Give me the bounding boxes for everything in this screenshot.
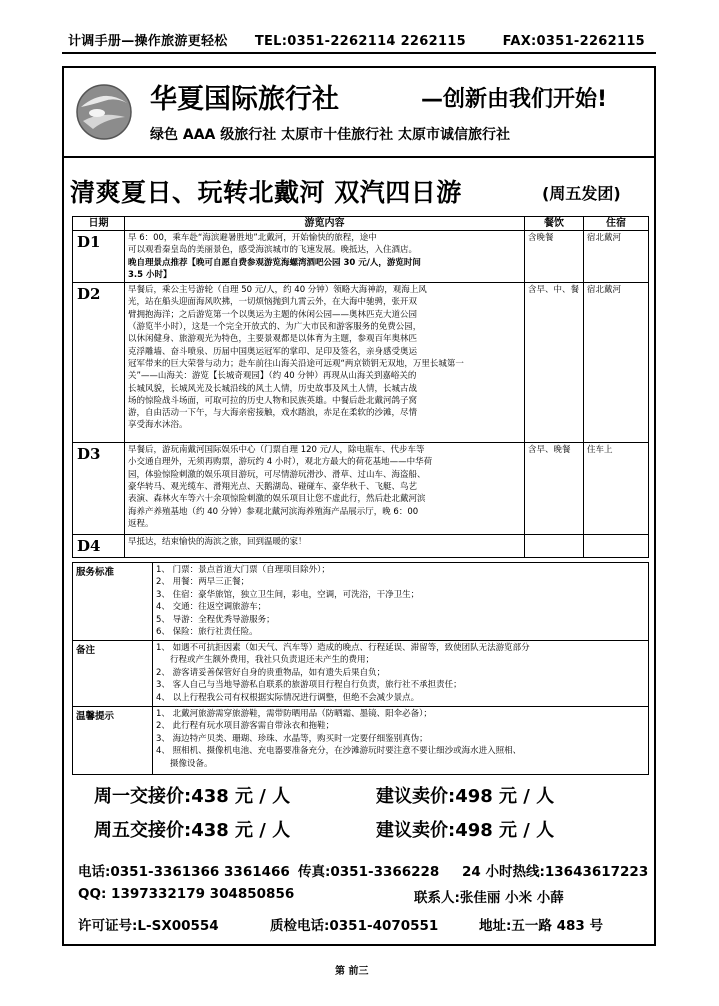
header-title: 计调手册—操作旅游更轻松: [68, 34, 228, 49]
service-row: [73, 563, 649, 641]
contact-people: 联系人:张佳丽 小米 小薛: [414, 890, 564, 906]
day-line: 场的惊险战斗场面，可取可拉的历史人物和民族英雄。中餐后赴北戴河鸽子窝: [128, 395, 418, 406]
license-number: 许可证号:L-SX00554: [78, 918, 219, 934]
price-label: 周五交接价:: [94, 820, 192, 841]
service-item: 6、 保险：旅行社责任险。: [156, 627, 258, 638]
service-item: 行程或产生额外费用，我社只负责退还未产生的费用；: [170, 655, 375, 666]
service-item: 2、 游客请妥善保管好自身的贵重物品，如有遗失后果自负；: [156, 667, 386, 678]
company-slogan: —创新由我们开始!: [421, 87, 608, 112]
day-meal: 含早、晚餐: [525, 443, 584, 535]
day-line: 小交通自理外，无须再购票，游玩约 4 小时），观北方最大的荷花基地——中华荷: [128, 457, 433, 468]
day-line: 表演、森林火车等六十余项惊险刺激的娱乐项目让您不虚此行，然后赴北戴河滨: [128, 494, 426, 505]
day-line: 臂拥抱海洋；之后游览第一个以奥运为主题的休闲公园——奥林匹克大道公园: [128, 309, 418, 320]
service-label: 温馨提示: [73, 707, 153, 775]
service-item: 4、 交通：往返空调旅游车；: [156, 602, 267, 613]
col-header-date: 日期: [73, 217, 125, 231]
table-row: [73, 231, 649, 283]
day-line: 以休闲健身、旅游观光为特色，主要景观都是以体育为主题，参观百年奥林匹: [128, 334, 418, 345]
day-line: 冠军带来的巨大荣誉与动力；赴车前往山海关沿途可远观“两京锁钥无双地，万里长城第一: [128, 358, 464, 369]
day-meal: 含晚餐: [525, 231, 584, 283]
day-line: 早餐后，游玩南戴河国际娱乐中心（门票自理 120 元/人，除电瓶车、代步车等: [128, 445, 425, 456]
day-line: 早 6：00，乘车赴“海滨避暑胜地”北戴河，开始愉快的旅程，途中: [128, 233, 377, 243]
day-meal: [525, 535, 584, 558]
day-label: D1: [73, 231, 125, 283]
day-stay: 住车上: [584, 443, 649, 535]
day-line: 关”——山海关：游览【长城奇观园】（约 40 分钟）再现从山海关到嘉峪关的: [128, 371, 417, 382]
day-line: 光，站在船头迎面海风吹拂，一切烦恼抛到九霄云外，在大海中驰骋，张开双: [128, 297, 418, 308]
service-item: 5、 导游：全程优秀导游服务；: [156, 614, 275, 625]
day-line: 早餐后，乘公主号游轮（自理 50 元/人，约 40 分钟）领略大海神韵，观海上风: [128, 285, 427, 296]
price-value: 438 元 / 人: [191, 820, 291, 841]
day-line: 海养产养殖基地（约 40 分钟）参观北戴河滨海养殖海产品展示厅，晚 6：00: [128, 506, 419, 517]
day-line: 返程。: [128, 518, 154, 529]
day-label: D4: [73, 535, 125, 558]
day-stay: 宿北戴河: [584, 231, 649, 283]
header-fax: FAX:0351-2262115: [502, 34, 646, 49]
day-label: D2: [73, 283, 125, 443]
itinerary-table: [72, 216, 649, 558]
quality-phone: 质检电话:0351-4070551: [270, 918, 439, 934]
col-header-stay: 住宿: [584, 217, 649, 231]
suggest-label: 建议卖价:: [376, 786, 456, 807]
suggested-price-friday: [376, 816, 554, 842]
suggested-price-monday: [376, 782, 554, 808]
day-line-highlight: 3.5 小时】: [128, 269, 172, 280]
suggest-value: 498 元 / 人: [455, 820, 555, 841]
contact-tel: 电话:0351-3361366 3361466: [78, 864, 290, 880]
col-header-content: 游览内容: [125, 217, 525, 231]
service-table: [72, 562, 649, 775]
service-row: [73, 707, 649, 775]
service-row: [73, 641, 649, 707]
day-stay: 宿北戴河: [584, 283, 649, 443]
day-meal: 含早、中、餐: [525, 283, 584, 443]
service-items: [153, 641, 649, 707]
price-label: 周一交接价:: [94, 786, 192, 807]
service-items: [153, 563, 649, 641]
service-item: 1、 如遇不可抗拒因素（如天气、汽车等）造成的晚点、行程延误、滞留等，致使团队无法游览部分: [156, 643, 530, 653]
section-rule: [64, 156, 654, 158]
day-content: [125, 283, 525, 443]
day-stay: [584, 535, 649, 558]
service-item: 3、 海边特产贝类、珊瑚、珍珠、水晶等，购买时一定要仔细鉴别真伪；: [156, 733, 428, 744]
day-content: [125, 443, 525, 535]
service-items: [153, 707, 649, 775]
service-item: 1、 门票：景点首道大门票（自理项目除外）；: [156, 565, 330, 575]
tour-departure-note: (周五发团): [542, 184, 621, 203]
service-item: 2、 用餐：两早三正餐；: [156, 577, 250, 588]
service-item: 3、 住宿：豪华旅馆，独立卫生间，彩电，空调，可洗浴，干净卫生；: [156, 589, 420, 600]
day-line: （游览半小时），这是一个完全开放式的、为广大市民和游客服务的免费公园，: [128, 322, 422, 333]
company-name: 华夏国际旅行社: [150, 84, 339, 115]
service-label: 备注: [73, 641, 153, 707]
header-phone: TEL:0351-2262114 2262115: [254, 34, 466, 49]
service-item: 4、 照相机、摄像机电池、充电器要准备充分，在沙滩游玩时要注意不要让细沙或海水进入照相、: [156, 746, 522, 757]
tour-title: 清爽夏日、玩转北戴河 双汽四日游: [70, 178, 462, 207]
day-line: 可以观看秦皇岛的美丽景色，感受海滨城市的飞速发展。晚抵达，入住酒店。: [128, 245, 418, 256]
day-line: 享受海水沐浴。: [128, 420, 188, 431]
address: 地址:五一路 483 号: [479, 918, 603, 934]
company-subtitle: 绿色 AAA 级旅行社 太原市十佳旅行社 太原市诚信旅行社: [150, 127, 510, 143]
service-item: 摄像设备。: [170, 758, 213, 769]
suggest-value: 498 元 / 人: [455, 786, 555, 807]
day-content: [125, 535, 525, 558]
service-item: 3、 客人自己与当地导游私自联系的旅游项目行程自行负责，旅行社不承担责任；: [156, 680, 462, 691]
itinerary-header-row: [73, 217, 649, 231]
day-line: 早抵达，结束愉快的海滨之旅，回到温暖的家！: [128, 537, 307, 548]
day-line-highlight: 晚自理景点推荐【晚可自愿自费参观游览海螺湾酒吧公园 30 元/人，游览时间: [128, 257, 421, 268]
service-item: 1、 北戴河旅游需穿旅游鞋，需带防晒用品（防晒霜、墨镜、阳伞必备）；: [156, 709, 432, 719]
price-row-monday: [94, 782, 290, 808]
day-line: 克浮雕墙、奋斗喷泉、历届中国奥运冠军的掌印、足印及签名，亲身感受奥运: [128, 346, 418, 357]
day-content: [125, 231, 525, 283]
price-value: 438 元 / 人: [191, 786, 291, 807]
header-rule: [62, 52, 656, 54]
table-row: [73, 535, 649, 558]
flyer-frame: [62, 66, 656, 946]
table-row: [73, 443, 649, 535]
day-label: D3: [73, 443, 125, 535]
price-row-friday: [94, 816, 290, 842]
day-line: 游，自由活动一下午，与大海亲密接触，戏水踏浪，赤足在柔软的沙滩，尽情: [128, 408, 418, 419]
globe-logo-icon: [75, 83, 133, 141]
col-header-meal: 餐饮: [525, 217, 584, 231]
contact-fax: 传真:0351-3366228: [298, 864, 440, 880]
day-line: 长城风貌，长城风光及长城沿线的风土人情，历史故事及风土人情，长城古战: [128, 383, 418, 394]
page-footer: 第 前三: [335, 966, 369, 977]
service-label: 服务标准: [73, 563, 153, 641]
table-row: [73, 283, 649, 443]
top-header: [68, 30, 652, 49]
service-item: 2、 此行程有玩水项目游客需自带泳衣和拖鞋；: [156, 721, 335, 732]
contact-hotline: 24 小时热线:13643617223: [462, 864, 649, 880]
day-line: 园，体验惊险刺激的娱乐项目游玩，可尽情游玩滑沙、滑草、过山车、海盗船、: [128, 469, 426, 480]
contact-qq: QQ: 1397332179 304850856: [78, 886, 295, 902]
suggest-label: 建议卖价:: [376, 820, 456, 841]
day-line: 豪华转马、观光缆车、滑翔光点、天鹅湖岛、碰碰车、豪华秋千、飞艇、鸟艺: [128, 482, 418, 493]
service-item: 4、 以上行程我公司有权根据实际情况进行调整，但绝不会减少景点。: [156, 692, 420, 703]
